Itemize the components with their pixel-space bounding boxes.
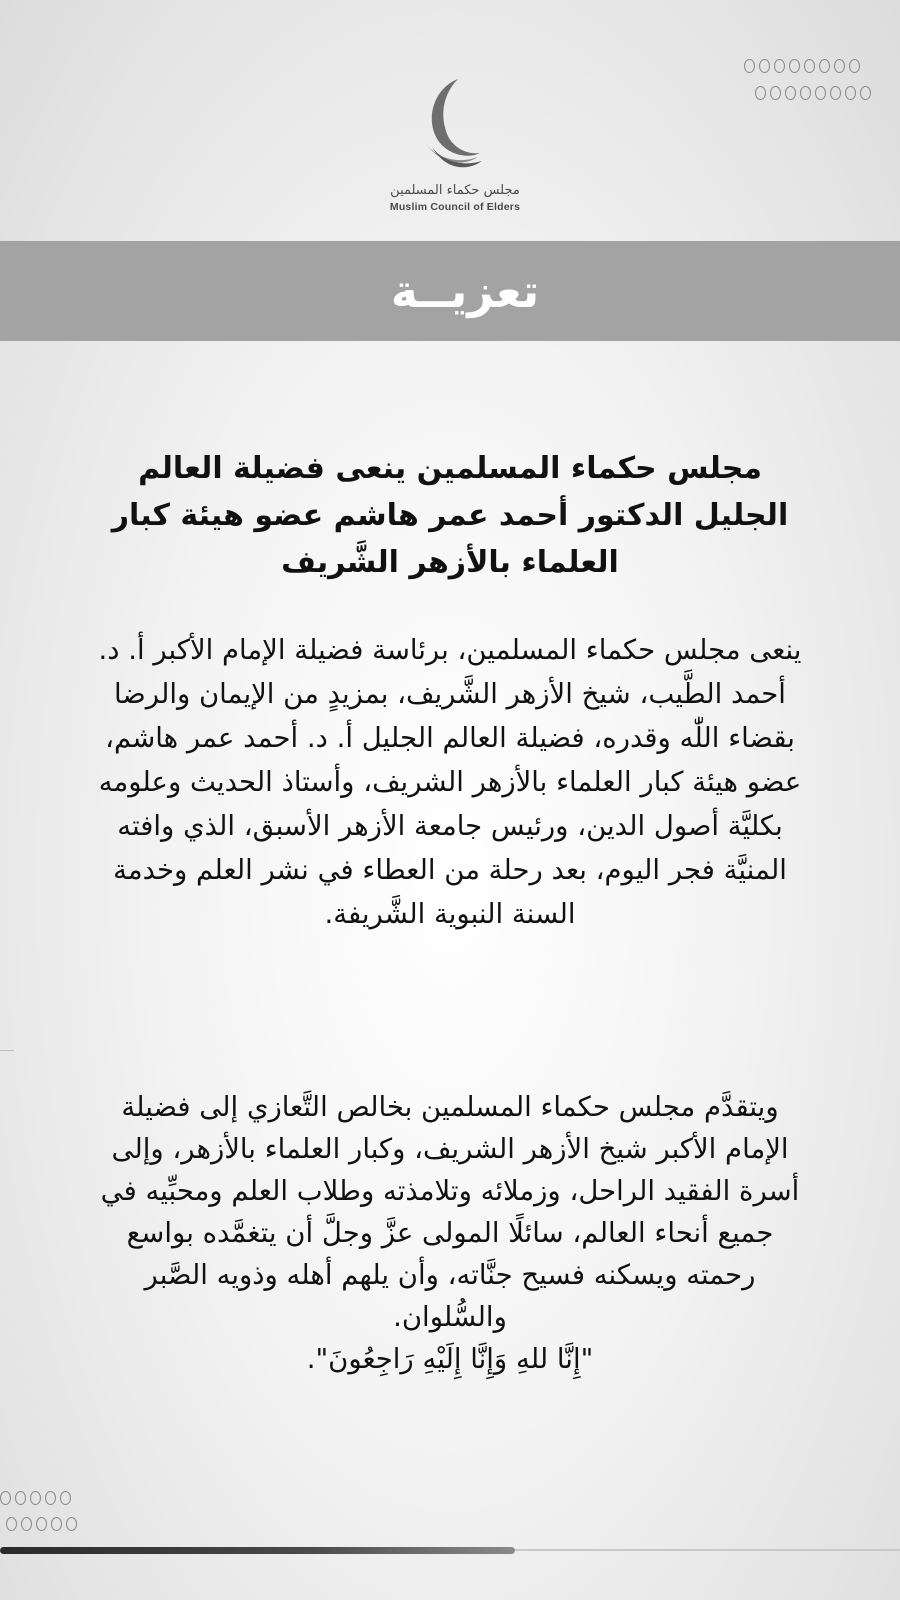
decorative-dot <box>0 1491 11 1505</box>
decorative-dot <box>819 59 830 73</box>
condolences-text: ويتقدَّم مجلس حكماء المسلمين بخالص التَّعازي إلى فضيلة الإمام الأكبر شيخ الأزهر الشريف، وكبار العلماء بالأزهر، وإلى أسرة الفقيد الراحل، وزملائه وتلامذته وطلاب العلم ومحبِّيه في جميع أنحاء العالم، سائلًا المولى عزَّ وجلَّ أن يتغمَّده بواسع رحمته ويسكنه فسيح جنَّاته، وأن يلهم أهله وذويه الصَّبر والسُّلوان. <box>100 1091 800 1333</box>
logo-english-name: Muslim Council of Elders <box>389 201 521 213</box>
decorative-dot <box>759 59 770 73</box>
bottom-accent-bar <box>0 1547 515 1554</box>
decorative-dot <box>51 1517 62 1531</box>
divider-line <box>0 1050 14 1051</box>
decorative-dot <box>30 1491 41 1505</box>
decorative-dot <box>804 59 815 73</box>
paragraph-condolences <box>95 1086 805 1380</box>
decorative-dot <box>36 1517 47 1531</box>
council-logo <box>0 75 900 213</box>
quran-verse: "إِنَّا للهِ وَإِنَّا إِلَيْهِ رَاجِعُونَ". <box>306 1343 594 1375</box>
decorative-dot <box>789 59 800 73</box>
logo-arabic-name: مجلس حكماء المسلمين <box>390 183 520 198</box>
decorative-dot <box>6 1517 17 1531</box>
title-banner <box>0 241 900 341</box>
headline: مجلس حكماء المسلمين ينعى فضيلة العالم الجليل الدكتور أحمد عمر هاشم عضو هيئة كبار العلماء بالأزهر الشَّريف <box>111 451 789 580</box>
decorative-dot <box>774 59 785 73</box>
decorative-dot <box>15 1491 26 1505</box>
decorative-dots-bottom-left-1 <box>0 1491 71 1505</box>
decorative-dot <box>834 59 845 73</box>
banner-title: تعزيــة <box>390 264 540 318</box>
decorative-dot <box>60 1491 71 1505</box>
decorative-dot <box>66 1517 77 1531</box>
decorative-dot <box>849 59 860 73</box>
decorative-dot <box>45 1491 56 1505</box>
decorative-dots-top-right-1 <box>744 59 860 73</box>
crescent-logo-icon <box>410 75 490 175</box>
decorative-dots-bottom-left-2 <box>6 1517 77 1531</box>
decorative-dot <box>21 1517 32 1531</box>
paragraph-obituary: ينعى مجلس حكماء المسلمين، برئاسة فضيلة الإمام الأكبر أ. د. أحمد الطَّيب، شيخ الأزهر الشَّريف، بمزيدٍ من الإيمان والرضا بقضاء اللّٰه وقدره، فضيلة العالم الجليل أ. د. أحمد عمر هاشم، عضو هيئة كبار العلماء بالأزهر الشريف، وأستاذ الحديث وعلومه بكليَّة أصول الدين، ورئيس جامعة الأزهر الأسبق، الذي وافته المنيَّة فجر اليوم، بعد رحلة من العطاء في نشر العلم وخدمة السنة النبوية الشَّريفة. <box>98 634 802 930</box>
decorative-dot <box>744 59 755 73</box>
